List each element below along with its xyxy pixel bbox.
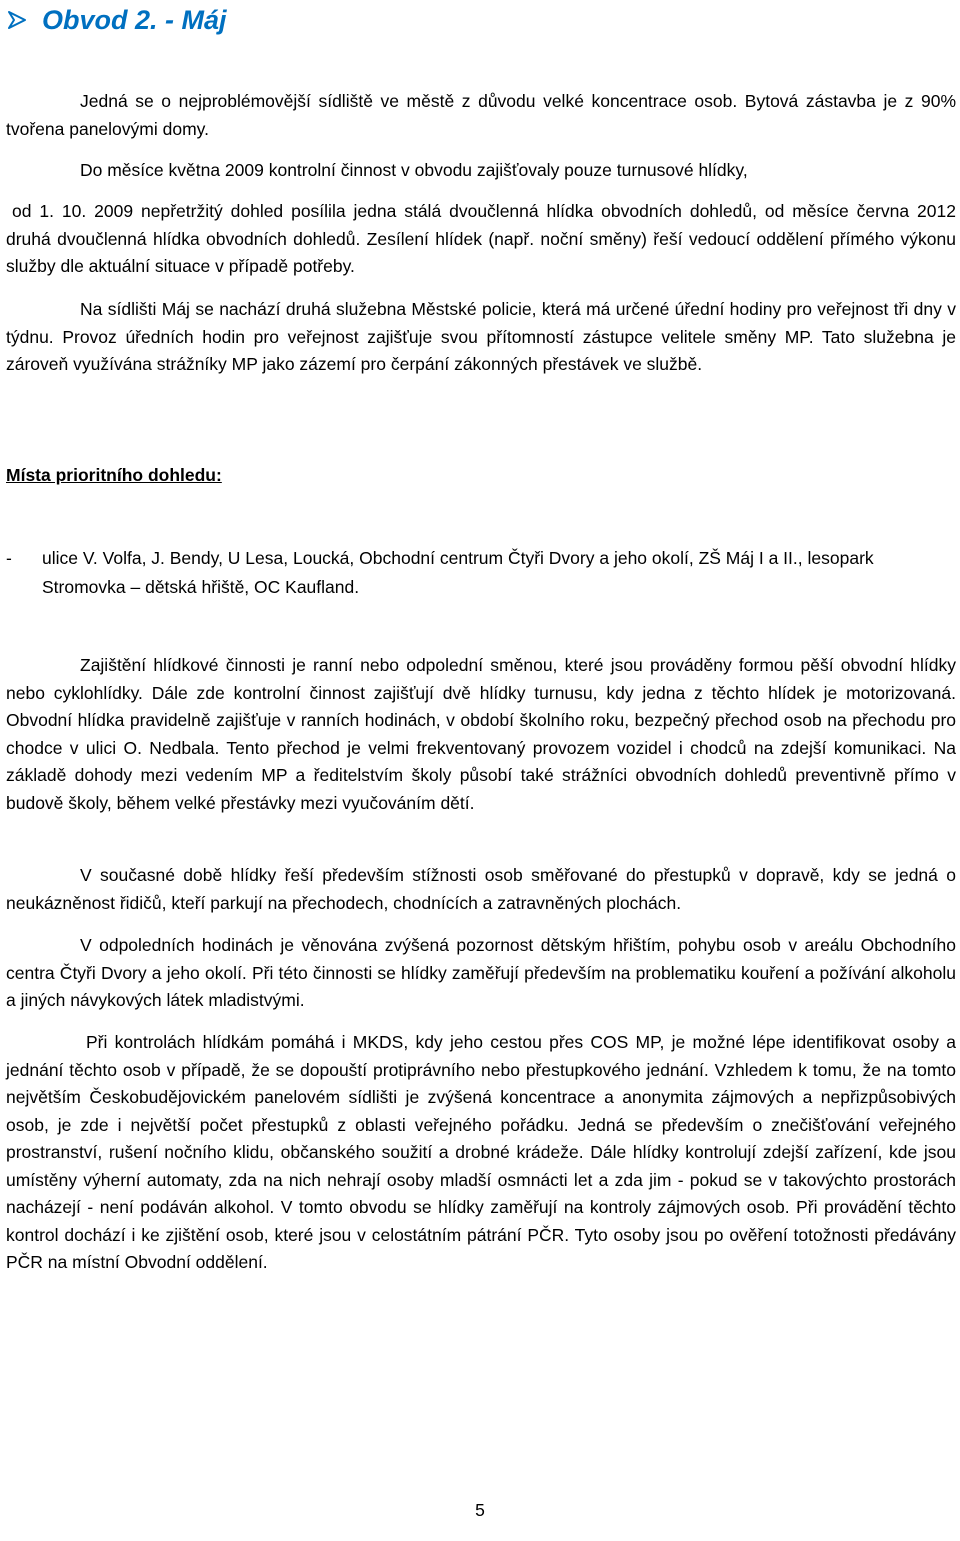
paragraph-intro: Jedná se o nejproblémovější sídliště ve městě z důvodu velké koncentrace osob. Bytová zástavba je z 90% tvořena panelovými domy.	[6, 91, 956, 139]
priority-places-title: Místa prioritního dohledu:	[6, 465, 222, 485]
paragraph-mkds: Při kontrolách hlídkám pomáhá i MKDS, kdy jeho cestou přes COS MP, je možné lépe identifikovat osoby a jednání těchto osob v případě, že se dopouští protiprávního nebo přestupkového jednání. Vzhledem k tomu, že na tomto největším Českobudějovickém panelovém sídlišti je zvýšená koncentrace a anonymita zájmových a nepřizpůsobivých osob, je zde i největší počet přestupků z oblasti veřejného pořádku. Jedná se především o znečišťování veřejného prostranství, rušení nočního klidu, občanského soužití a drobné krádeže. Dále hlídky kontrolují zdejší zařízení, kde jsou umístěny výherní automaty, zda na nich nehrají osoby mladší osmnácti let a zda jim - pokud se v takovýchto prostorách nacházejí - není podáván alkohol. V tomto obvodu se hlídky zaměřují na kontroly zájmových osob. Při provádění těchto kontrol dochází i ke zjištění osob, které jsou v celostátním pátrání PČR. Tyto osoby jsou po ověření totožnosti předávány PČR na místní Obvodní oddělení.	[6, 1032, 956, 1272]
paragraph-dohled: od 1. 10. 2009 nepřetržitý dohled posílila jedna stálá dvoučlenná hlídka obvodních dohledů, od měsíce června 2012 druhá dvoučlenná hlídka obvodních dohledů. Zesílení hlídek (např. noční směny) řeší vedoucí oddělení přímého výkonu služby dle aktuální situace v případě potřeby.	[6, 201, 956, 276]
arrow-bullet-icon	[6, 9, 30, 31]
list-marker: -	[6, 548, 12, 568]
paragraph-zajisteni: Zajištění hlídkové činnosti je ranní nebo odpolední směnou, které jsou prováděny formou pěší obvodní hlídky nebo cyklohlídky. Dále zde kontrolní činnost zajišťují dvě hlídky turnusu, kdy jedna z těchto hlídek je motorizovaná. Obvodní hlídka pravidelně zajišťuje v ranních hodinách, v období školního roku, bezpečný přechod osob na přechodu pro chodce v ulici O. Nedbala. Tento přechod je velmi frekventovaný provozem vozidel i chodců na zdejší komunikaci. Na základě dohody mezi vedením MP a ředitelstvím školy působí také strážníci obvodních dohledů preventivně přímo v budově školy, během velké přestávky mezi vyučováním dětí.	[6, 655, 956, 813]
paragraph-turnus: Do měsíce května 2009 kontrolní činnost v obvodu zajišťovaly pouze turnusové hlídky,	[80, 160, 748, 180]
heading-title: Obvod 2. - Máj	[42, 4, 227, 35]
list-item-text: ulice V. Volfa, J. Bendy, U Lesa, Loucká, Obchodní centrum Čtyři Dvory a jeho okolí, ZŠ Máj I a II., lesopark Stromovka – dětská hřiště, OC Kaufland.	[42, 548, 874, 597]
paragraph-odpoledni: V odpoledních hodinách je věnována zvýšená pozornost dětským hřištím, pohybu osob v areálu Obchodního centra Čtyři Dvory a jeho okolí. Při této činnosti se hlídky zaměřují především na problematiku kouření a požívání alkoholu a jiných návykových látek mladistvými.	[6, 935, 956, 1010]
section-heading	[6, 0, 227, 40]
paragraph-soucasna: V současné době hlídky řeší především stížnosti osob směřované do přestupků v dopravě, kdy se jedná o neukázněnost řidičů, kteří parkují na přechodech, chodnících a zatravněných plochách.	[6, 865, 956, 913]
page-number: 5	[475, 1500, 485, 1520]
list-item	[6, 544, 956, 602]
paragraph-sluzebna: Na sídlišti Máj se nachází druhá služebna Městské policie, která má určené úřední hodiny pro veřejnost tři dny v týdnu. Provoz úředních hodin pro veřejnost zajišťuje svou přítomností zástupce velitele směny MP. Tato služebna je zároveň využívána strážníky MP jako zázemí pro čerpání zákonných přestávek ve službě.	[6, 299, 956, 374]
